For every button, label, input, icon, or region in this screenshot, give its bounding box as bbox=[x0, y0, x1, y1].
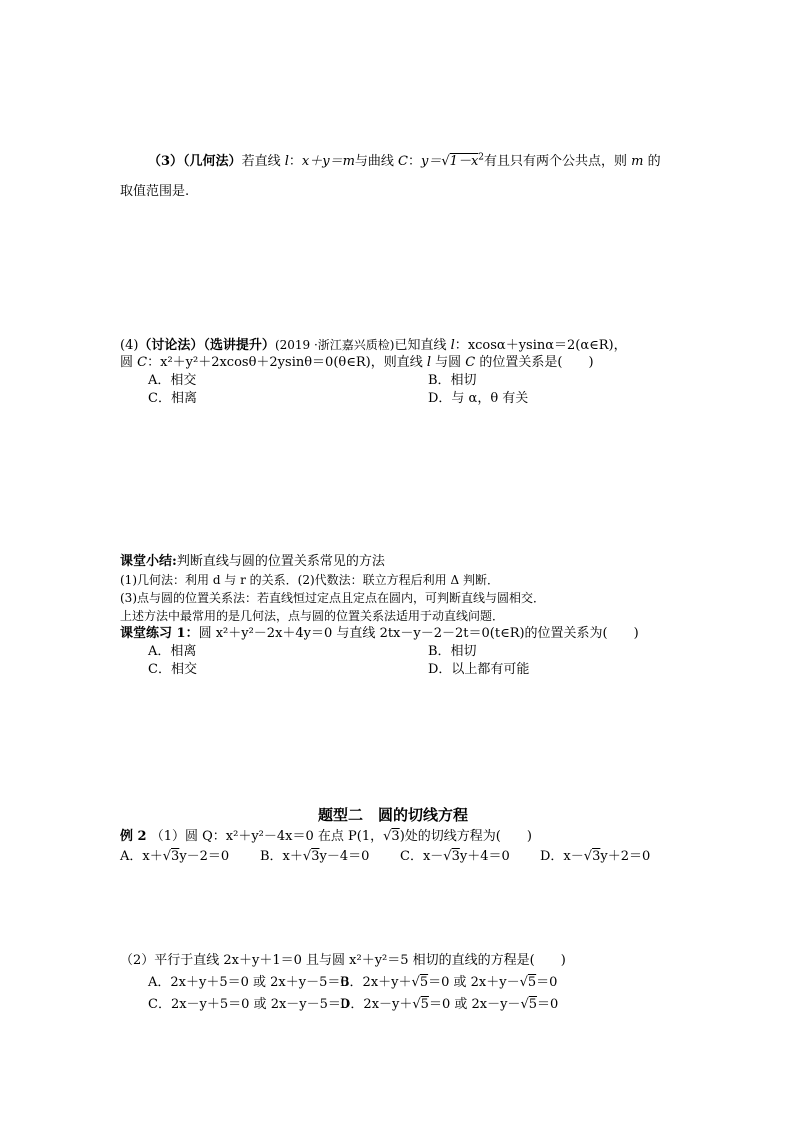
sqrt-symbol: √ bbox=[383, 829, 392, 844]
summary-title-text: 判断直线与圆的位置关系常见的方法 bbox=[176, 554, 385, 569]
practice-option-b: B．相切 bbox=[428, 644, 477, 659]
opt-root: 5 bbox=[527, 975, 537, 990]
sqrt-symbol: √ bbox=[412, 997, 421, 1012]
opt-post: y＋2＝0 bbox=[600, 849, 651, 864]
q3-eq-exp: 2 bbox=[478, 152, 485, 163]
q4-line-1 bbox=[120, 336, 627, 355]
opt-pre: B．x＋ bbox=[260, 849, 303, 864]
q3-c-name: C bbox=[398, 154, 408, 169]
ex2-option-b bbox=[260, 848, 369, 866]
summary-title: 课堂小结: bbox=[120, 554, 177, 569]
opt-root: 3 bbox=[171, 849, 180, 864]
opt-root: 3 bbox=[592, 849, 601, 864]
q4-source: (2019 ·浙江嘉兴质检) bbox=[274, 338, 395, 352]
q4-line2-e: 的位置关系是( ) bbox=[475, 355, 594, 370]
ex2-q1-line bbox=[120, 828, 532, 846]
opt-pre: C．x－ bbox=[400, 849, 444, 864]
summary-line-2: (3)点与圆的位置关系法：若直线恒过定点且定点在圆内，可判断直线与圆相交． bbox=[120, 591, 546, 605]
q3-eq-line: x＋y＝m bbox=[301, 154, 355, 169]
practice-line bbox=[120, 625, 639, 643]
opt-pre: D．2x－y＋ bbox=[340, 997, 413, 1012]
opt-pre: D．x－ bbox=[540, 849, 584, 864]
ex2-q2-option-b bbox=[340, 974, 557, 992]
q4-option-d: D．与 α，θ 有关 bbox=[428, 391, 529, 406]
opt-post: ＝0 bbox=[537, 997, 559, 1012]
ex2-q1-a: （1）圆 Q：x²＋y²－4x＝0 在点 P(1， bbox=[150, 829, 384, 844]
q4-eq-line: xcosα＋ysinα＝2(α∈R)， bbox=[467, 338, 627, 353]
q4-l-name-2: l bbox=[426, 355, 432, 370]
summary-line-3: 上述方法中最常用的是几何法，点与圆的位置关系法适用于动直线问题． bbox=[120, 609, 505, 623]
q4-c-name-2: C bbox=[465, 355, 476, 370]
q4-line2-d: 与圆 bbox=[431, 355, 466, 370]
q4-text-a: 已知直线 bbox=[394, 338, 451, 353]
ex2-option-a bbox=[120, 848, 229, 866]
q4-l-name: l bbox=[450, 338, 455, 353]
sqrt-symbol: √ bbox=[411, 975, 420, 990]
ex2-label: 例 2 bbox=[120, 829, 147, 844]
opt-post: y－4＝0 bbox=[319, 849, 370, 864]
q4-option-b: B．相切 bbox=[428, 373, 477, 388]
q4-method: （讨论法）（选讲提升） bbox=[138, 338, 275, 353]
practice-text: 圆 x²＋y²－2x＋4y＝0 与直线 2tx－y－2－2t＝0(t∈R)的位置关系为( ) bbox=[198, 626, 639, 641]
sqrt-symbol: √ bbox=[583, 849, 593, 864]
q3-line-1 bbox=[148, 153, 661, 171]
q4-eq-circle: x²＋y²＋2xcosθ＋2ysinθ＝0(θ∈R) bbox=[160, 355, 371, 370]
ex2-option-c bbox=[400, 848, 510, 866]
q3-eq-root: 1－x bbox=[449, 154, 479, 169]
q3-prefix: （3） bbox=[148, 154, 184, 169]
practice-option-d: D．以上都有可能 bbox=[428, 662, 530, 677]
q4-line2-b: ： bbox=[147, 355, 161, 370]
ex2-q2-option-a: A．2x＋y＋5＝0 或 2x＋y－5＝0 bbox=[148, 975, 349, 990]
sqrt-symbol: √ bbox=[520, 997, 529, 1012]
q4-line2-c: ，则直线 bbox=[370, 355, 427, 370]
q3-text-d: ： bbox=[408, 154, 422, 169]
sqrt-symbol: √ bbox=[519, 975, 528, 990]
ex2-option-d bbox=[540, 848, 650, 866]
summary-title-line bbox=[120, 553, 385, 571]
section-title: 题型二 圆的切线方程 bbox=[318, 806, 469, 824]
sqrt-symbol: √ bbox=[443, 849, 452, 864]
q3-text-a: 若直线 bbox=[241, 154, 285, 169]
opt-root: 5 bbox=[419, 975, 429, 990]
q3-m: m bbox=[631, 154, 644, 169]
q4-option-c: C．相离 bbox=[148, 391, 197, 406]
q3-line-2: 取值范围是. bbox=[120, 184, 190, 199]
sqrt-symbol: √ bbox=[441, 154, 450, 169]
opt-root: 3 bbox=[451, 849, 460, 864]
practice-option-a: A．相离 bbox=[148, 644, 197, 659]
opt-root: 5 bbox=[528, 997, 538, 1012]
sqrt-symbol: √ bbox=[302, 849, 312, 864]
q3-text-c: 与曲线 bbox=[354, 154, 399, 169]
ex2-q2-line: （2）平行于直线 2x＋y＋1＝0 且与圆 x²＋y²＝5 相切的直线的方程是( ) bbox=[120, 953, 566, 968]
opt-root: 5 bbox=[420, 997, 429, 1012]
opt-post: y＋4＝0 bbox=[459, 849, 510, 864]
q4-c-name: C bbox=[137, 355, 148, 370]
sqrt-symbol: √ bbox=[162, 849, 172, 864]
q3-eq-y: y＝ bbox=[421, 154, 442, 169]
practice-title: 课堂练习 1： bbox=[120, 626, 199, 641]
q4-text-b: ： bbox=[454, 338, 468, 353]
q3-l-name: l bbox=[284, 154, 289, 169]
q4-line-2 bbox=[120, 354, 594, 372]
q3-text-e: 有且只有两个公共点，则 bbox=[484, 154, 632, 169]
opt-pre: A．x＋ bbox=[120, 849, 163, 864]
q3-text-f: 的 bbox=[643, 154, 661, 169]
q3-text-b: ： bbox=[288, 154, 302, 169]
opt-mid: ＝0 或 2x＋y－ bbox=[428, 975, 520, 990]
ex2-q1-b: )处的切线方程为( ) bbox=[399, 829, 532, 844]
ex2-q1-root: 3 bbox=[391, 829, 400, 844]
ex2-q2-option-c: C．2x－y＋5＝0 或 2x－y－5＝0 bbox=[148, 997, 350, 1012]
q4-line2-a: 圆 bbox=[120, 355, 138, 370]
opt-pre: B．2x＋y＋ bbox=[340, 975, 412, 990]
q4-prefix: (4) bbox=[120, 338, 139, 353]
ex2-q2-option-d bbox=[340, 996, 558, 1014]
opt-root: 3 bbox=[311, 849, 320, 864]
opt-mid: ＝0 或 2x－y－ bbox=[428, 997, 521, 1012]
opt-post: ＝0 bbox=[536, 975, 558, 990]
summary-line-1: (1)几何法：利用 d 与 r 的关系．(2)代数法：联立方程后利用 Δ 判断． bbox=[120, 573, 499, 587]
practice-option-c: C．相交 bbox=[148, 662, 197, 677]
opt-post: y－2＝0 bbox=[179, 849, 230, 864]
q3-method: （几何法） bbox=[183, 154, 242, 169]
q4-option-a: A．相交 bbox=[148, 373, 197, 388]
